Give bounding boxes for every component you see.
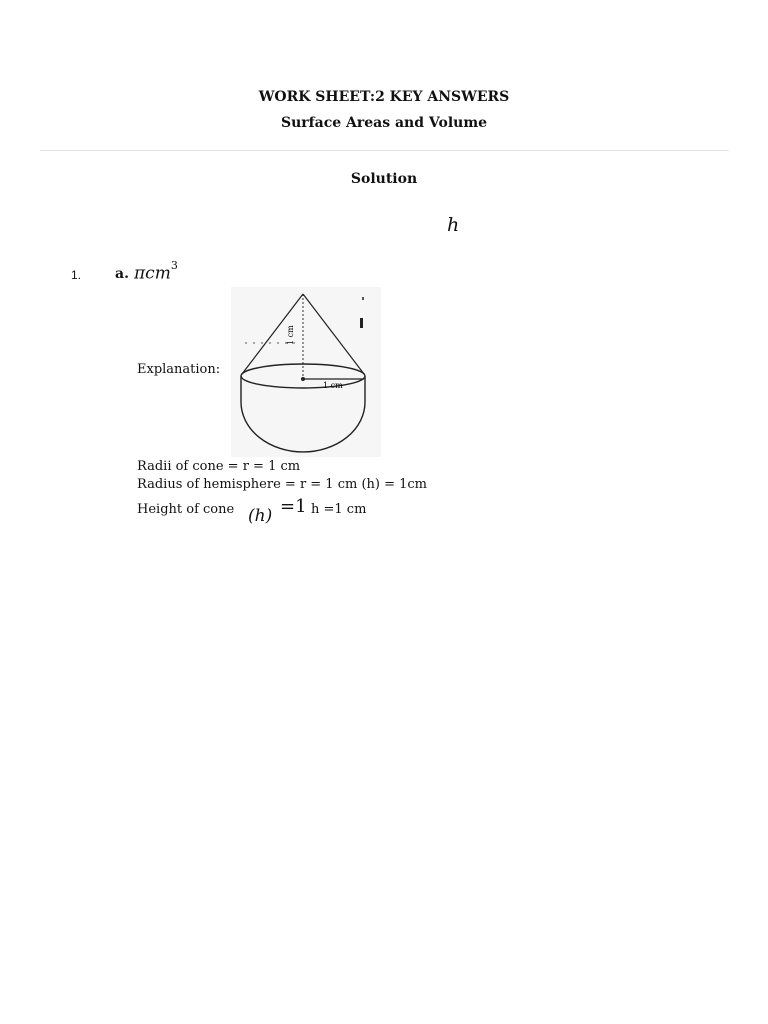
math-h-paren: (h) (248, 506, 273, 526)
math-equals-one: =1 (280, 496, 307, 517)
stray-math-symbol: h (447, 214, 460, 236)
radius-label: 1 cm (323, 381, 343, 390)
explanation-line-1: Radii of cone = r = 1 cm (137, 459, 301, 474)
header-divider (40, 150, 729, 151)
cone-hemisphere-figure (231, 287, 381, 457)
answer-exponent: 3 (170, 259, 178, 272)
explanation-line-2: Radius of hemisphere = r = 1 cm (h) = 1cm (137, 477, 428, 492)
explanation-line-3-prefix: Height of cone (137, 502, 235, 517)
worksheet-subtitle: Surface Areas and Volume (280, 115, 488, 131)
explanation-label: Explanation: (137, 362, 221, 377)
answer-value (134, 259, 178, 284)
worksheet-title: WORK SHEET:2 KEY ANSWERS (258, 89, 510, 105)
scan-mark (360, 318, 363, 328)
answer-option: a. (115, 266, 129, 282)
explanation-line-3-suffix: h =1 cm (311, 502, 367, 517)
scan-dot (362, 297, 364, 300)
question-number: 1. (71, 268, 82, 282)
cone-height-label: 1 cm (286, 325, 295, 345)
answer-base: πcm (134, 263, 171, 284)
center-point (301, 377, 305, 381)
solution-heading: Solution (350, 171, 418, 187)
cone-hemisphere-diagram (231, 287, 381, 457)
